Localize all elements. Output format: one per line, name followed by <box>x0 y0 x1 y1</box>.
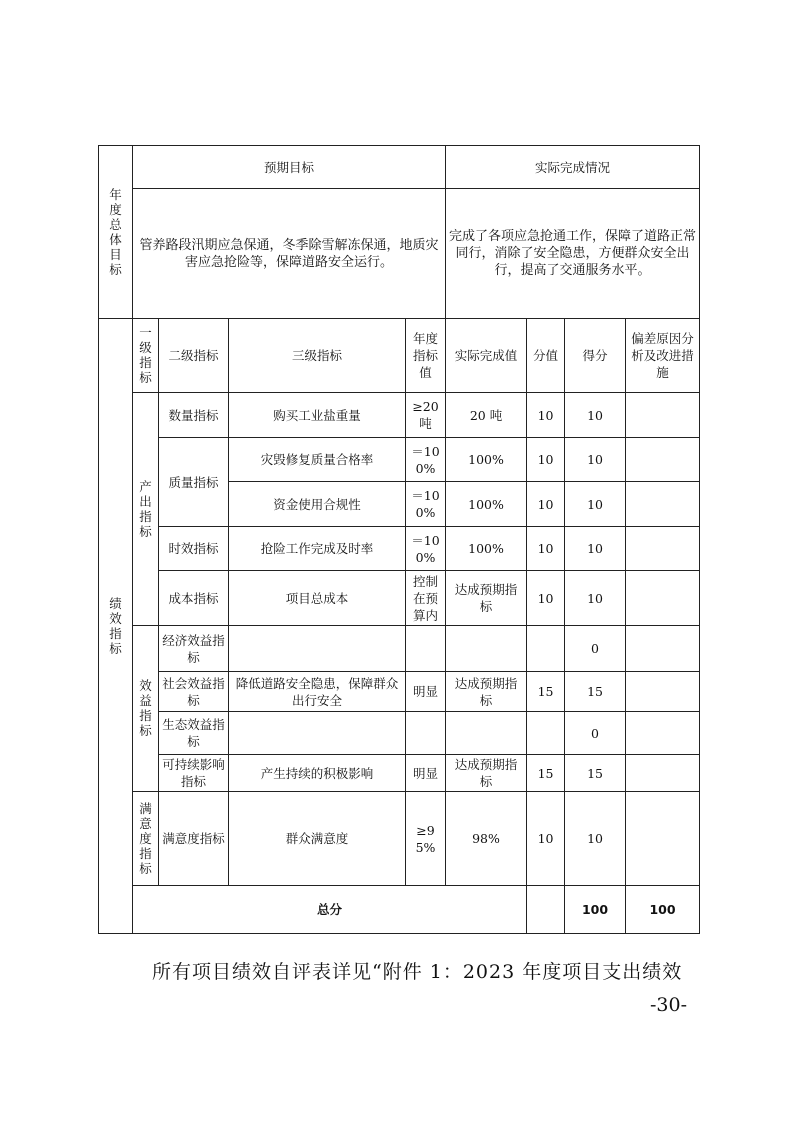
table-row <box>99 438 700 482</box>
cell-level3: 项目总成本 <box>229 571 406 626</box>
cell-level3: 群众满意度 <box>229 792 406 886</box>
table-row <box>99 571 700 626</box>
cell-deviation <box>626 672 700 712</box>
table-row <box>99 712 700 755</box>
cell-annual-value: ≥20吨 <box>406 393 446 438</box>
cell-deviation <box>626 626 700 672</box>
cell-level2: 成本指标 <box>159 571 229 626</box>
header-level2: 二级指标 <box>159 319 229 393</box>
output-indicator-label: 产出指标 <box>133 393 159 626</box>
cell-annual-value <box>406 712 446 755</box>
cell-score: 0 <box>565 626 626 672</box>
cell-weight: 15 <box>527 672 565 712</box>
cell-level3: 灾毁修复质量合格率 <box>229 438 406 482</box>
table-row <box>99 393 700 438</box>
cell-level2: 经济效益指标 <box>159 626 229 672</box>
page-number: -30- <box>650 994 688 1016</box>
cell-annual-value: 明显 <box>406 672 446 712</box>
cell-actual-value: 100% <box>446 527 527 571</box>
table-row <box>99 626 700 672</box>
total-score: 100 <box>626 886 700 934</box>
cell-score: 10 <box>565 482 626 527</box>
cell-weight: 15 <box>527 755 565 792</box>
header-score: 得分 <box>565 319 626 393</box>
cell-weight <box>527 712 565 755</box>
total-actual-value <box>527 886 565 934</box>
satisfaction-indicator-label: 满意度指标 <box>133 792 159 886</box>
expected-goal-text: 管养路段汛期应急保通，冬季除雪解冻保通，地质灾害应急抢险等，保障道路安全运行。 <box>133 189 446 319</box>
cell-actual-value: 20 吨 <box>446 393 527 438</box>
cell-level3: 产生持续的积极影响 <box>229 755 406 792</box>
cell-annual-value: ＝100% <box>406 482 446 527</box>
table-row <box>99 755 700 792</box>
cell-weight: 10 <box>527 527 565 571</box>
cell-score: 0 <box>565 712 626 755</box>
cell-deviation <box>626 755 700 792</box>
header-actual-value: 实际完成值 <box>446 319 527 393</box>
cell-score: 10 <box>565 527 626 571</box>
table-row <box>99 792 700 886</box>
header-level3: 三级指标 <box>229 319 406 393</box>
cell-score: 10 <box>565 792 626 886</box>
cell-level2: 时效指标 <box>159 527 229 571</box>
cell-level2: 满意度指标 <box>159 792 229 886</box>
cell-deviation <box>626 482 700 527</box>
cell-annual-value: ＝100% <box>406 438 446 482</box>
cell-annual-value: 明显 <box>406 755 446 792</box>
cell-actual-value: 达成预期指标 <box>446 755 527 792</box>
cell-score: 15 <box>565 672 626 712</box>
performance-evaluation-table <box>98 145 700 934</box>
cell-actual-value: 达成预期指标 <box>446 672 527 712</box>
expected-goal-header: 预期目标 <box>133 146 446 189</box>
performance-section-label: 绩效指标 <box>99 319 133 934</box>
cell-level3 <box>229 626 406 672</box>
cell-actual-value: 100% <box>446 438 527 482</box>
cell-weight <box>527 626 565 672</box>
cell-actual-value: 100% <box>446 482 527 527</box>
cell-deviation <box>626 571 700 626</box>
cell-level2: 生态效益指标 <box>159 712 229 755</box>
header-deviation: 偏差原因分析及改进措施 <box>626 319 700 393</box>
cell-weight: 10 <box>527 438 565 482</box>
actual-completion-header: 实际完成情况 <box>446 146 700 189</box>
table-row <box>99 527 700 571</box>
cell-deviation <box>626 438 700 482</box>
cell-score: 10 <box>565 438 626 482</box>
cell-actual-value: 达成预期指标 <box>446 571 527 626</box>
cell-actual-value <box>446 712 527 755</box>
cell-level2: 可持续影响指标 <box>159 755 229 792</box>
cell-weight: 10 <box>527 393 565 438</box>
cell-level3: 抢险工作完成及时率 <box>229 527 406 571</box>
total-label: 总分 <box>133 886 527 934</box>
cell-level2: 社会效益指标 <box>159 672 229 712</box>
body-text-line: 所有项目绩效自评表详见“附件 1：2023 年度项目支出绩效 <box>152 961 683 983</box>
cell-deviation <box>626 712 700 755</box>
cell-level3 <box>229 712 406 755</box>
cell-annual-value: 控制在预算内 <box>406 571 446 626</box>
cell-annual-value <box>406 626 446 672</box>
cell-score: 10 <box>565 571 626 626</box>
header-weight: 分值 <box>527 319 565 393</box>
benefit-indicator-label: 效益指标 <box>133 626 159 792</box>
total-row <box>99 886 700 934</box>
table-row <box>99 672 700 712</box>
cell-deviation <box>626 792 700 886</box>
header-level1: 一级指标 <box>133 319 159 393</box>
cell-weight: 10 <box>527 571 565 626</box>
cell-level2: 数量指标 <box>159 393 229 438</box>
cell-annual-value: ＝100% <box>406 527 446 571</box>
cell-score: 15 <box>565 755 626 792</box>
cell-weight: 10 <box>527 792 565 886</box>
header-annual-value: 年度指标值 <box>406 319 446 393</box>
cell-score: 10 <box>565 393 626 438</box>
total-weight: 100 <box>565 886 626 934</box>
cell-actual-value: 98% <box>446 792 527 886</box>
actual-completion-text: 完成了各项应急抢通工作，保障了道路正常同行，消除了安全隐患，方便群众安全出行，提高了交通服务水平。 <box>446 189 700 319</box>
cell-level3: 购买工业盐重量 <box>229 393 406 438</box>
cell-weight: 10 <box>527 482 565 527</box>
cell-level2: 质量指标 <box>159 438 229 527</box>
cell-annual-value: ≥95% <box>406 792 446 886</box>
cell-level3: 降低道路安全隐患，保障群众出行安全 <box>229 672 406 712</box>
cell-deviation <box>626 393 700 438</box>
annual-goal-section-label: 年度总体目标 <box>99 146 133 319</box>
cell-deviation <box>626 527 700 571</box>
cell-actual-value <box>446 626 527 672</box>
cell-level3: 资金使用合规性 <box>229 482 406 527</box>
